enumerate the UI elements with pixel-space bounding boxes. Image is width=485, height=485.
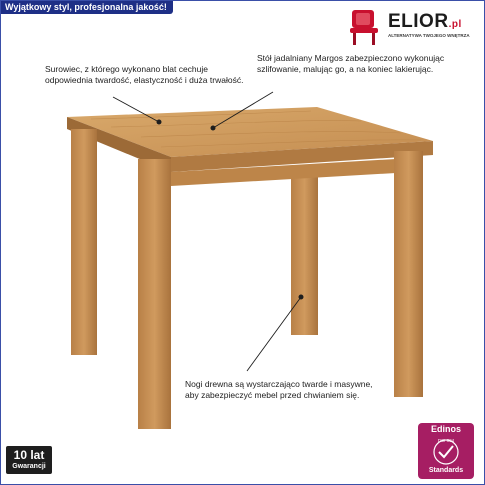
- logo-suffix: .pl: [448, 19, 462, 30]
- callout-legs: Nogi drewna są wystarczająco twarde i masywne, aby zabezpieczyć mebel przed chwianiem się.: [185, 379, 373, 400]
- warranty-badge: [6, 446, 52, 474]
- table-leg-front-left: [71, 129, 97, 355]
- edinos-standards-label: Standards: [428, 467, 464, 474]
- logo-wordmark: ELIOR.pl: [388, 11, 462, 32]
- callout-finish: Stół jadalniany Margos zabezpieczono wykonując szlifowanie, malując go, a na koniec lakierując.: [257, 53, 445, 74]
- svg-text:DSI 804: DSI 804: [437, 438, 455, 443]
- table-leg-back-right: [291, 177, 318, 335]
- logo-tagline: ALTERNATYWA TWOJEGO WNĘTRZA: [388, 33, 470, 38]
- edinos-standards-badge: [418, 423, 474, 479]
- callout-tabletop-material: Surowiec, z którego wykonano blat cechuje odpowiednia twardość, elastyczność i duża trwałość.: [45, 64, 244, 85]
- warranty-label: Gwarancji: [12, 463, 46, 470]
- edinos-name: Edinos: [430, 424, 461, 434]
- warranty-years: 10 lat: [13, 448, 45, 462]
- slogan-banner: Wyjątkowy styl, profesjonalna jakość!: [1, 1, 173, 14]
- table-leg-front-middle: [138, 159, 171, 429]
- table-leg-front-right: [394, 151, 423, 397]
